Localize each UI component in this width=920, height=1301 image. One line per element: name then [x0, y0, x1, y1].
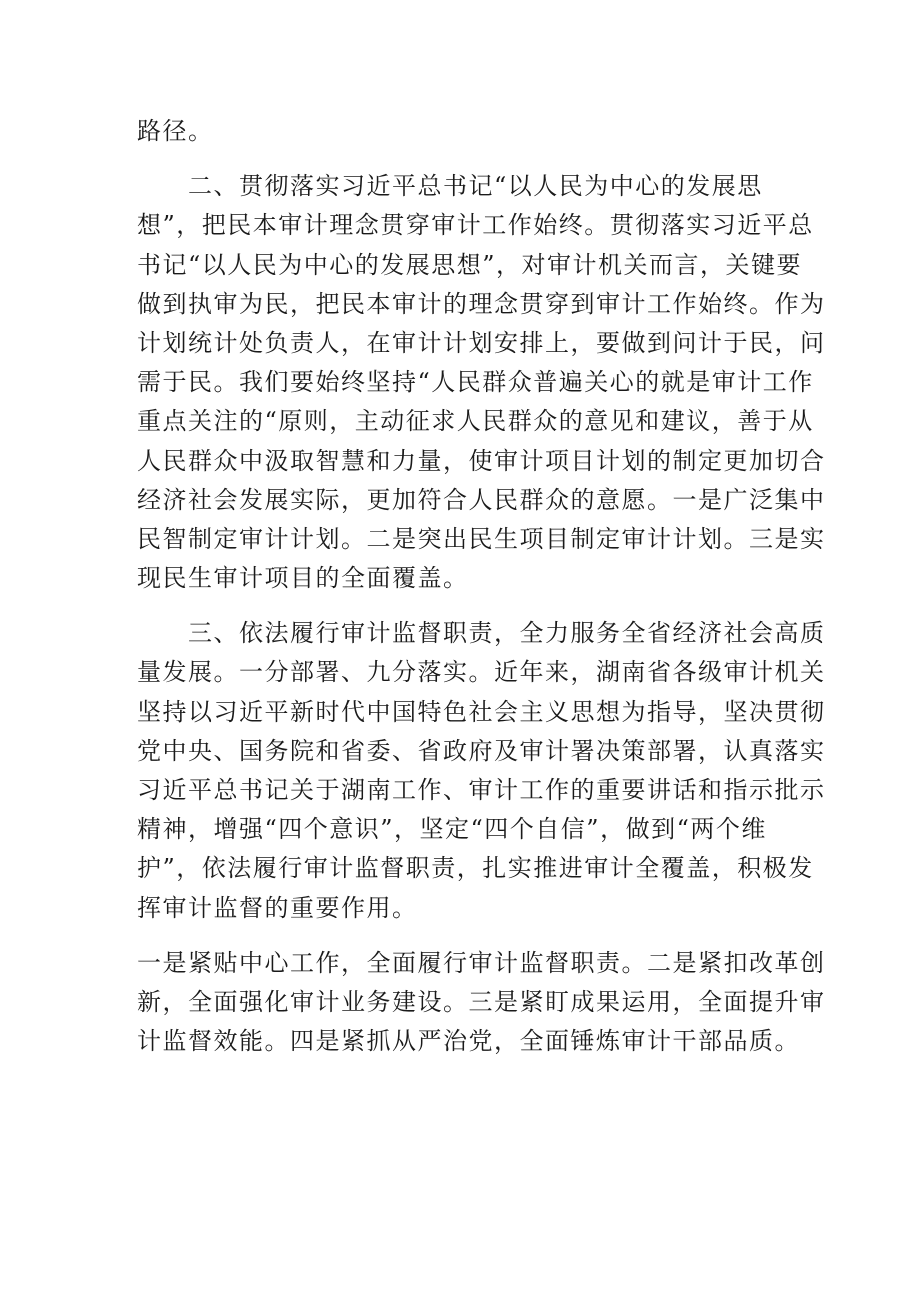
paragraph-4 — [137, 944, 826, 1062]
text-line: 做到执审为民，把民本审计的理念贯穿到审计工作始终。作为 — [137, 289, 826, 318]
text-line: 新，全面强化审计业务建设。三是紧盯成果运用，全面提升审 — [137, 987, 826, 1016]
text-line: 重点关注的“原则，主动征求人民群众的意见和建议，善于从 — [137, 407, 814, 436]
paragraph-2 — [137, 167, 826, 598]
text-line: 二、贯彻落实习近平总书记“以人民为中心的发展思 — [137, 172, 763, 201]
text-line: 习近平总书记关于湖南工作、审计工作的重要讲话和指示批示 — [137, 776, 826, 804]
text-line: 坚持以习近平新时代中国特色社会主义思想为指导，坚决贯彻 — [137, 697, 826, 726]
paragraph-3 — [137, 614, 826, 928]
text-line: 挥审计监督的重要作用。 — [137, 893, 418, 922]
paragraph-gap — [137, 928, 797, 944]
paragraph-1 — [137, 112, 797, 151]
text-line: 经济社会发展实际，更加符合人民群众的意愿。一是广泛集中 — [137, 485, 826, 514]
text-line: 民智制定审计计划。二是突出民生项目制定审计计划。三是实 — [137, 524, 826, 553]
text-line: 三、依法履行审计监督职责，全力服务全省经济社会高质 — [137, 619, 826, 648]
text-line: 想”，把民本审计理念贯穿审计工作始终。贯彻落实习近平总 — [137, 211, 814, 240]
text-line: 需于民。我们要始终坚持“人民群众普遍关心的就是审计工作 — [137, 368, 814, 397]
text-line: 书记“以人民为中心的发展思想”，对审计机关而言，关键要 — [137, 250, 803, 279]
paragraph-gap — [137, 598, 797, 614]
text-line: 计划统计处负责人，在审计计划安排上，要做到问计于民，问 — [137, 328, 826, 357]
text-line: 计监督效能。四是紧抓从严治党，全面锤炼审计干部品质。 — [137, 1027, 800, 1056]
text-line: 路径。 — [137, 117, 214, 145]
text-line: 人民群众中汲取智慧和力量，使审计项目计划的制定更加切合 — [137, 446, 826, 475]
text-line: 精神，增强“四个意识”，坚定“四个自信”，做到“两个维 — [137, 815, 767, 844]
text-line: 现民生审计项目的全面覆盖。 — [137, 564, 469, 593]
text-line: 党中央、国务院和省委、省政府及审计署决策部署，认真落实 — [137, 736, 826, 765]
text-line: 护”，依法履行审计监督职责，扎实推进审计全覆盖，积极发 — [137, 854, 814, 883]
text-line: 一是紧贴中心工作，全面履行审计监督职责。二是紧扣改革创 — [137, 948, 826, 977]
paragraph-gap — [137, 151, 797, 167]
document-body — [137, 112, 826, 1061]
text-line: 量发展。一分部署、九分落实。近年来，湖南省各级审计机关 — [137, 658, 826, 687]
